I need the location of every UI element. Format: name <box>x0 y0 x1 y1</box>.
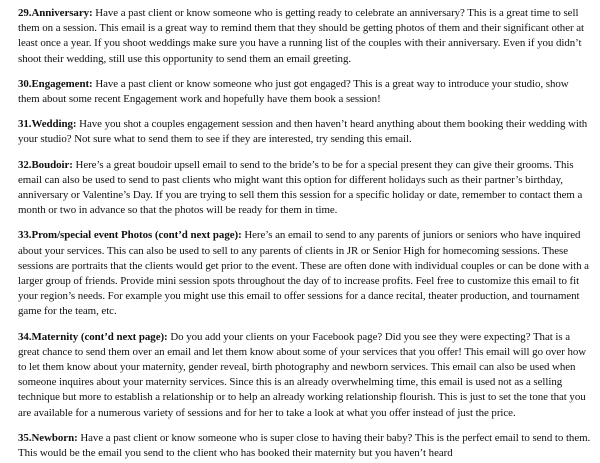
item-anniversary <box>18 6 592 67</box>
item-number: 32. <box>18 158 32 171</box>
item-label: Boudoir: <box>31 158 73 171</box>
item-maternity <box>18 330 592 421</box>
item-text: Have a past client or know someone who just got engaged? This is a great way to introduce your studio, show them about some recent Engagement work and hopefully have them book a session! <box>18 77 569 106</box>
item-text: Have a past client or know someone who is super close to having their baby? This is the perfect email to send to them. This would be the email you send to the client who has booked their maternity but you haven’t heard <box>18 431 591 460</box>
item-text: Have you shot a couples engagement session and then haven’t heard anything about them booking their wedding with your studio? Not sure what to send them to see if they are interested, try sending this email. <box>18 118 588 146</box>
item-text: Do you add your clients on your Facebook page? Did you see they were expecting? That is a great chance to send them over an email and let them know about some of your services that you offer! This email will go over how to let them know about your maternity, gender reveal, birth photography and newborn services. This email can also be used when someone inquires about your maternity services. Since this is an already overwhelming time, this email is used not as a selling technique but more to establish a relationship or to help an already working relationship flourish. This is just to set the tone that you are available for a numerous variety of sessions and for her to take a look at what you offer instead of just the price. <box>18 330 587 419</box>
item-newborn <box>18 431 592 461</box>
item-wedding <box>18 117 592 147</box>
item-number: 34. <box>18 330 32 343</box>
item-number: 30. <box>18 77 32 90</box>
item-label: Maternity (cont’d next page): <box>31 330 168 343</box>
item-number: 31. <box>18 118 32 131</box>
item-text: Have a past client or know someone who is getting ready to celebrate an anniversary? This is a great time to sell them on a session. This email is a great way to remind them that they should be getting photos of them and their significant other at least once a year. If you shoot weddings make sure you have a running list of the couples with their anniversary. Even if you didn’t shoot their wedding, still use this opportunity to send them an email greeting. <box>18 7 584 65</box>
item-number: 29. <box>18 7 32 19</box>
item-label: Engagement: <box>31 77 93 90</box>
item-number: 33. <box>18 229 32 242</box>
item-text: Here’s an email to send to any parents of juniors or seniors who have inquired about your services. This can also be used to sell to any parents of clients in JR or Senior High for homecoming sessions. These sessions are portraits that the clients would get prior to the event. These are often done with individual couples or can be done with a larger group of friends. Provide mini session spots throughout the day of to increase profits. Feel free to customize this email to fit your region’s needs. For example you might use this email to offer sessions for a dance recital, theater production, and tournament game for the team, etc. <box>18 229 589 318</box>
item-boudoir <box>18 158 592 219</box>
item-prom <box>18 228 592 319</box>
item-number: 35. <box>18 431 32 444</box>
item-label: Prom/special event Photos (cont’d next page): <box>31 229 242 242</box>
item-engagement <box>18 77 592 107</box>
item-label: Wedding: <box>31 118 77 131</box>
item-label: Newborn: <box>31 431 78 444</box>
item-text: Here’s a great boudoir upsell email to send to the bride’s to be for a special present they can give their grooms. This email can also be used to send to past clients who might want this option for different holidays such as their partner’s birthday, anniversary or Valentine’s Day. If you are trying to sell them this session for a specific holiday or date, remember to contact them a month or two in advance so that the photos will be ready for them in time. <box>18 158 583 217</box>
item-label: Anniversary: <box>31 7 93 19</box>
